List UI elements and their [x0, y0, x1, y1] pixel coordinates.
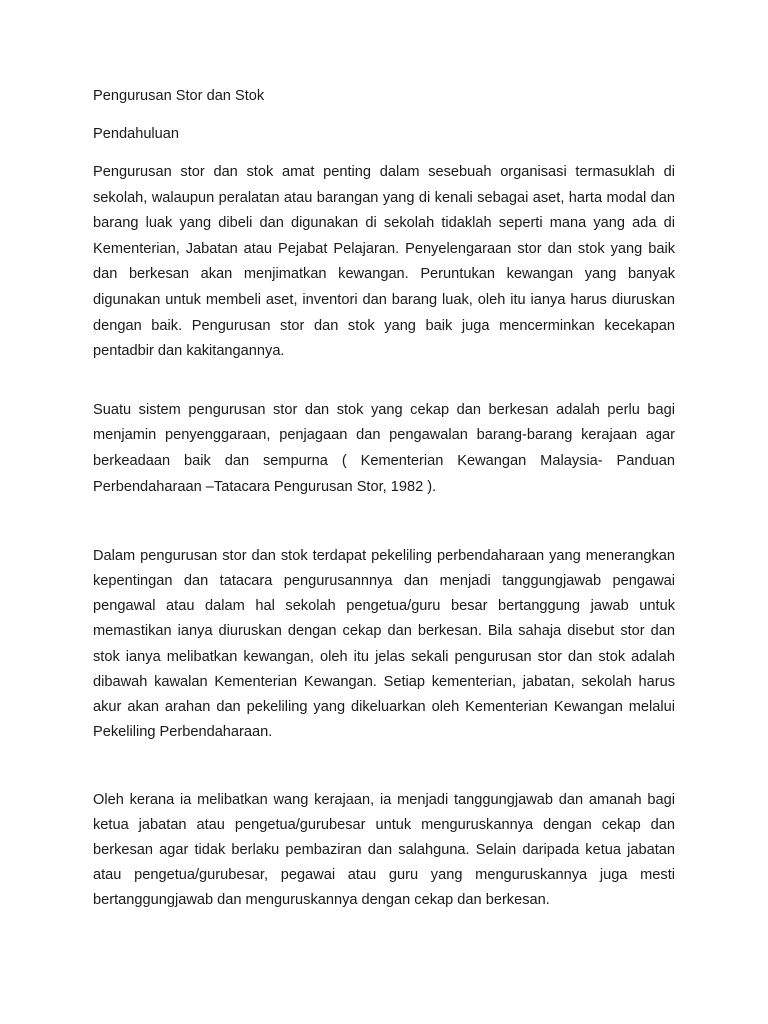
paragraph: Dalam pengurusan stor dan stok terdapat pekeliling perbendaharaan yang menerangkan kepentingan dan tatacara pengurusannnya dan menjadi tanggungjawab pengawai pengawal atau dalam hal sekolah pengetua/guru besar bertanggung jawab untuk memastikan ianya diuruskan dengan cekap dan berkesan. Bila sahaja disebut stor dan stok ianya melibatkan kewangan, oleh itu jelas sekali pengurusan stor dan stok adalah dibawah kawalan Kementerian Kewangan. Setiap kementerian, jabatan, sekolah harus akur akan arahan dan pekeliling yang dikeluarkan oleh Kementerian Kewangan melalui Pekeliling Perbendaharaan.	[93, 548, 675, 740]
paragraph: Oleh kerana ia melibatkan wang kerajaan, ia menjadi tanggungjawab dan amanah bagi ketua jabatan atau pengetua/gurubesar untuk menguruskannya dengan cekap dan berkesan agar tidak berlaku pembaziran dan salahguna. Selain daripada ketua jabatan atau pengetua/gurubesar, pegawai atau guru yang menguruskannya juga mesti bertanggungjawab dan menguruskannya dengan cekap dan berkesan.	[93, 791, 675, 909]
paragraph: Pengurusan stor dan stok amat penting dalam sesebuah organisasi termasuklah di sekolah, walaupun peralatan atau barangan yang di kenali sebagai aset, harta modal dan barang luak yang dibeli dan digunakan di sekolah tidaklah seperti mana yang ada di Kementerian, Jabatan atau Pejabat Pelajaran. Penyelengaraan stor dan stok yang baik dan berkesan akan menjimatkan kewangan. Peruntukan kewangan yang banyak digunakan untuk membeli aset, inventori dan barang luak, oleh itu ianya harus diuruskan dengan baik. Pengurusan stor dan stok yang baik juga mencerminkan kecekapan pentadbir dan kakitangannya.	[93, 164, 675, 360]
paragraph: Suatu sistem pengurusan stor dan stok yang cekap dan berkesan adalah perlu bagi menjamin penyenggaraan, penjagaan dan pengawalan barang-barang kerajaan agar berkeadaan baik dan sempurna ( Kementerian Kewangan Malaysia- Panduan Perbendaharaan –Tatacara Pengurusan Stor, 1982 ).	[93, 401, 675, 495]
section-heading: Pendahuluan	[93, 126, 180, 142]
document-body	[93, 86, 675, 913]
document-title: Pengurusan Stor dan Stok	[93, 88, 265, 104]
